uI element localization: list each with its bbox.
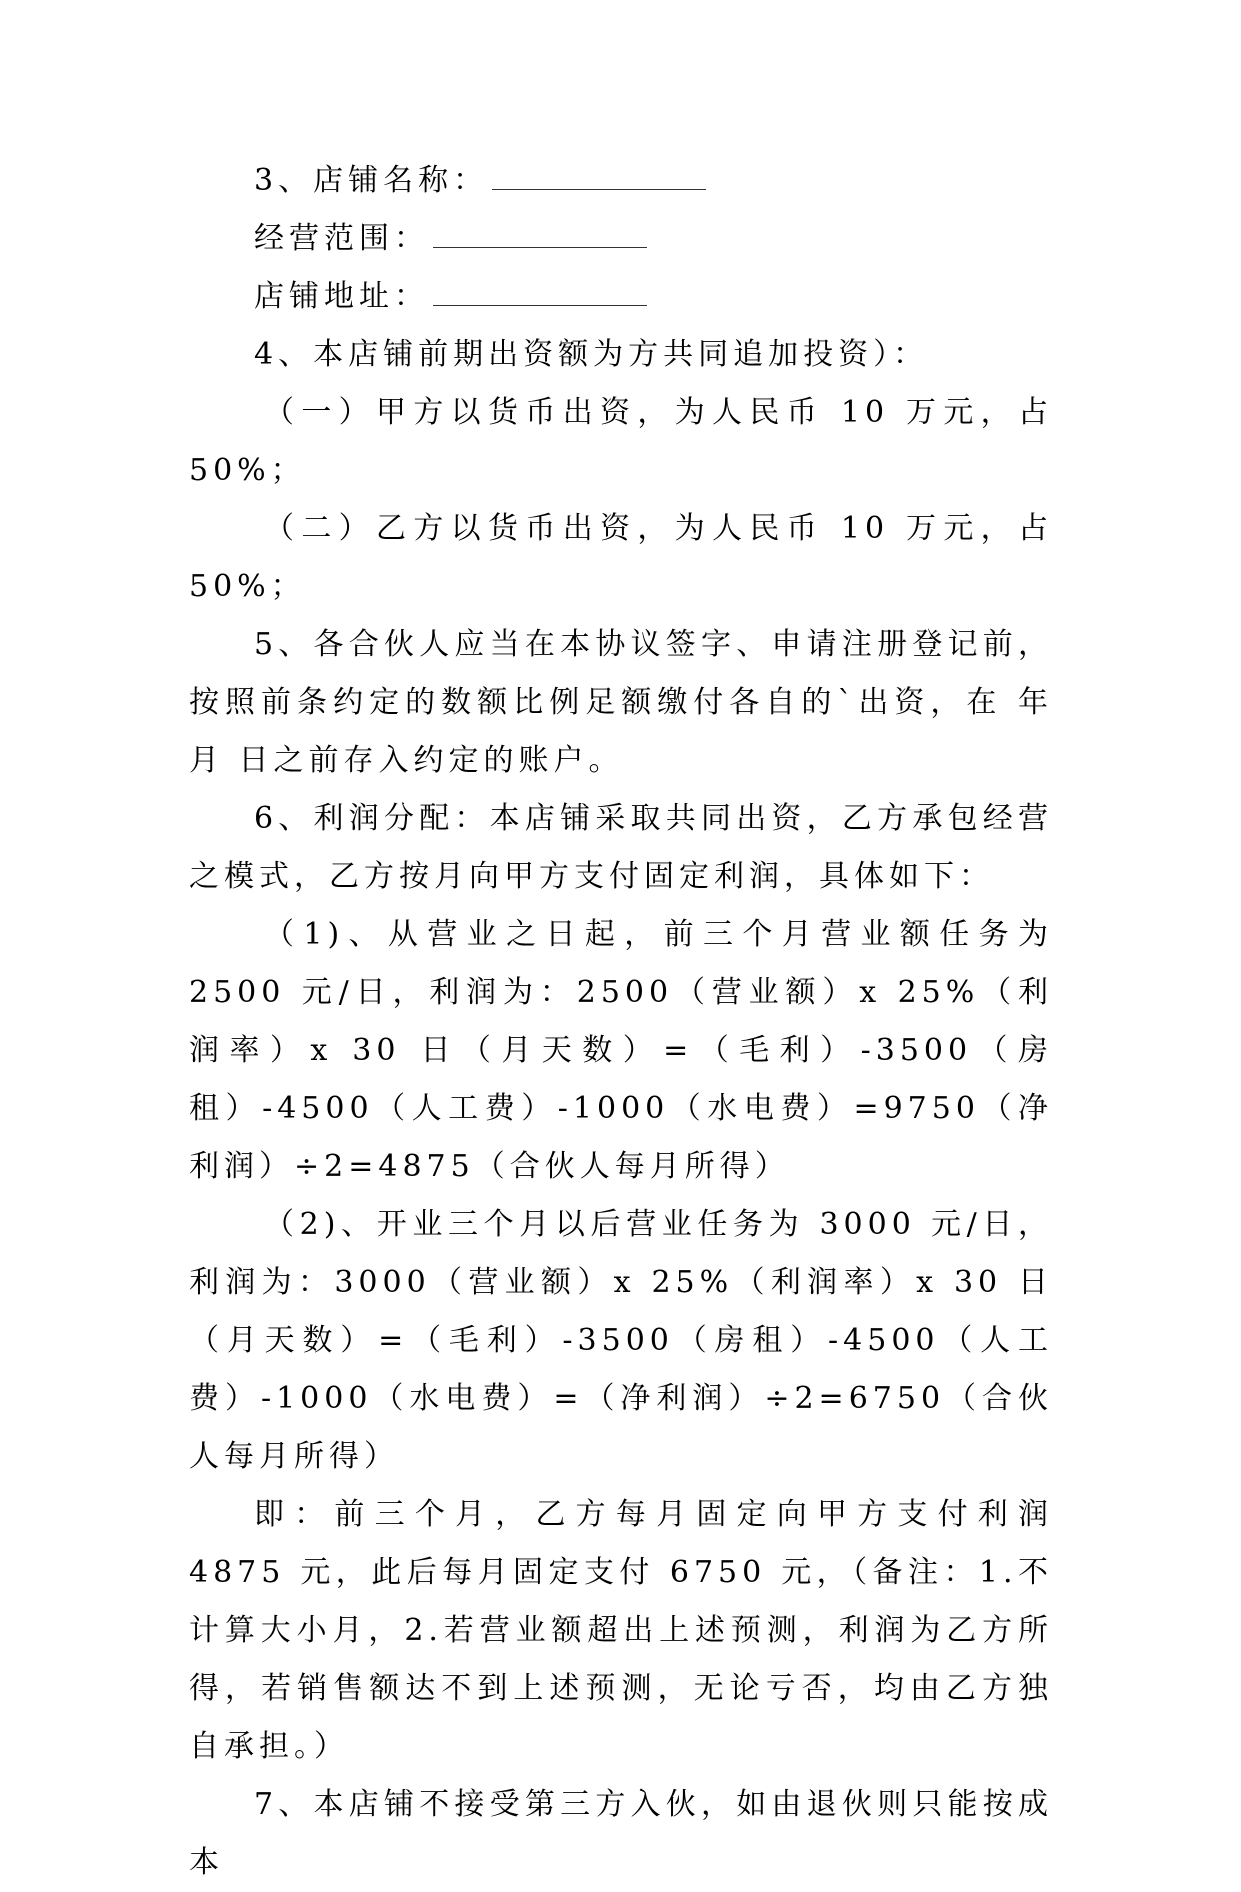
store-address-line <box>189 268 1053 326</box>
clause-4-party-a: （一）甲方以货币出资，为人民币 10 万元，占 50%； <box>189 395 1053 488</box>
business-scope-label: 经营范围： <box>254 221 429 256</box>
store-name-label: 3、店铺名称： <box>254 163 489 198</box>
store-address-label: 店铺地址： <box>254 279 429 314</box>
store-name-blank <box>492 163 706 190</box>
clause-6: 6、利润分配：本店铺采取共同出资，乙方承包经营之模式，乙方按月向甲方支付固定利润，具体如下： <box>189 801 1053 894</box>
business-scope-blank <box>433 221 647 248</box>
store-name-line <box>189 152 1053 210</box>
document-body <box>189 152 1053 1892</box>
clause-6-2: （2)、开业三个月以后营业任务为 3000 元/日，利润为：3000（营业额）x 25%（利润率）x 30 日（月天数）=（毛利）-3500（房租）-4500（人工费）-1000（水电费）=（净利润）÷2=6750（合伙人每月所得） <box>189 1207 1053 1474</box>
clause-6-summary: 即：前三个月，乙方每月固定向甲方支付利润 4875 元，此后每月固定支付 6750 元，（备注：1.不计算大小月，2.若营业额超出上述预测，利润为乙方所得，若销售额达不到上述预测，无论亏否，均由乙方独自承担。） <box>189 1497 1053 1764</box>
clause-4-party-b: （二）乙方以货币出资，为人民币 10 万元，占 50%； <box>189 511 1053 604</box>
clause-6-1: （1)、从营业之日起，前三个月营业额任务为 2500 元/日，利润为：2500（营业额）x 25%（利润率）x 30 日（月天数）=（毛利）-3500（房租）-4500（人工费）-1000（水电费）=9750（净利润）÷2=4875（合伙人每月所得） <box>189 917 1053 1184</box>
store-address-blank <box>433 279 647 306</box>
clause-5: 5、各合伙人应当在本协议签字、申请注册登记前，按照前条约定的数额比例足额缴付各自的`出资，在 年 月 日之前存入约定的账户。 <box>189 627 1053 778</box>
clause-4: 4、本店铺前期出资额为方共同追加投资）： <box>254 337 929 372</box>
business-scope-line <box>189 210 1053 268</box>
clause-7: 7、本店铺不接受第三方入伙，如由退伙则只能按成本 <box>189 1787 1053 1880</box>
